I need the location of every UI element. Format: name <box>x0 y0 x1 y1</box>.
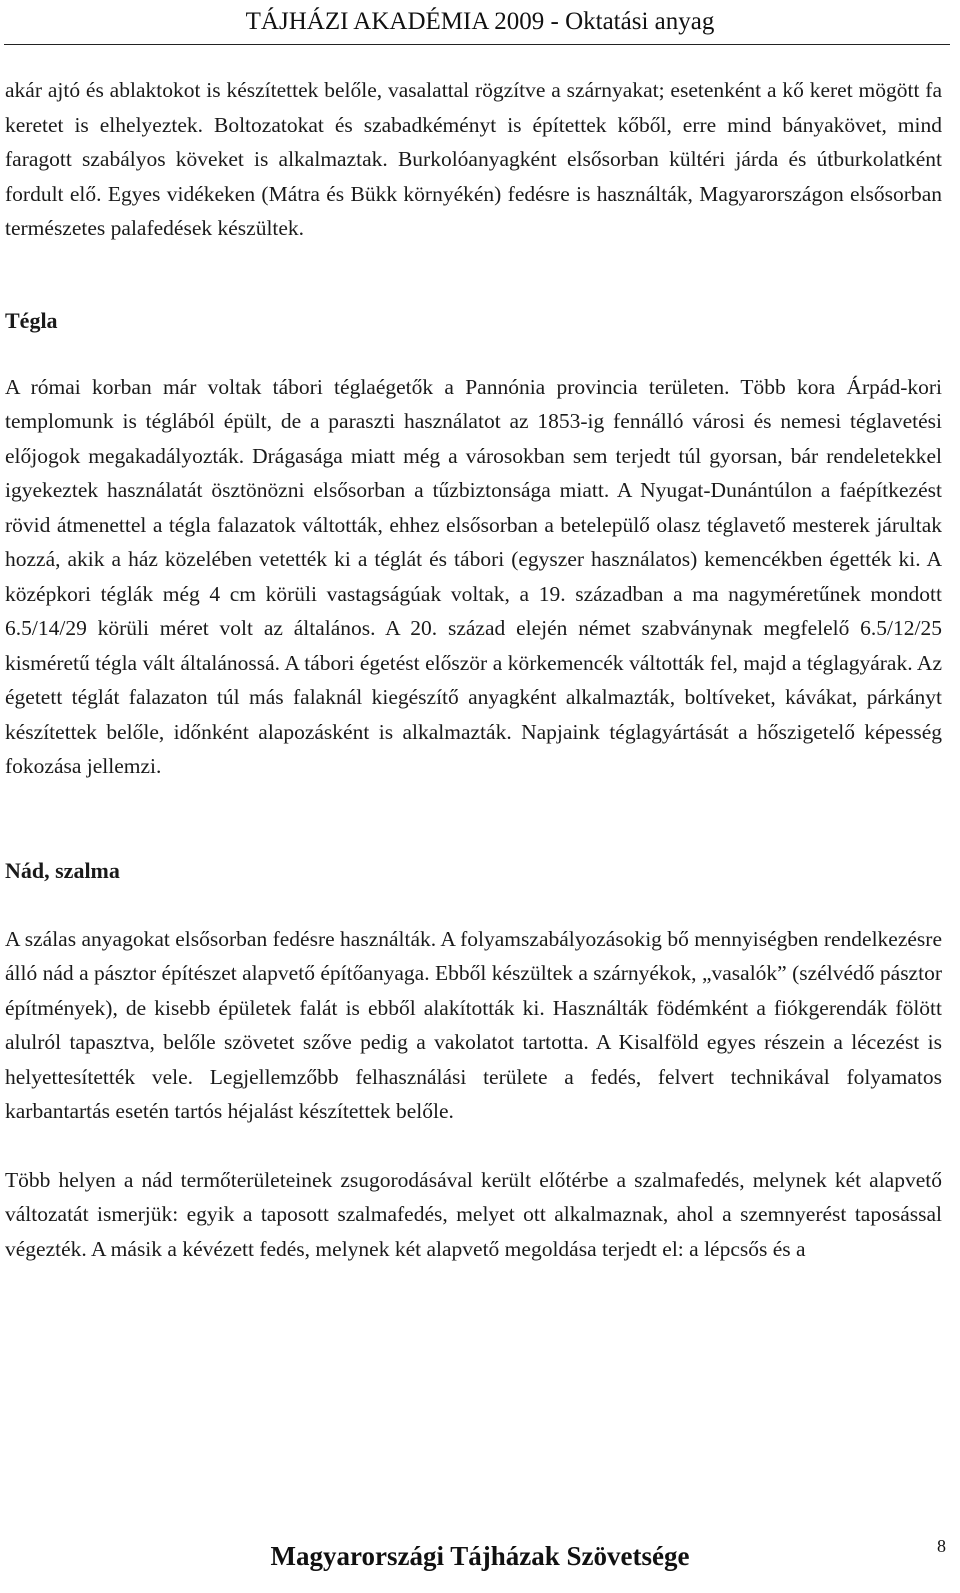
paragraph-tegla: A római korban már voltak tábori téglaégetők a Pannónia provincia területen. Több kora Árpád-kori templomunk is téglából épült, de a paraszti használatot az 1853-ig fennálló városi és nemesi téglavetési előjogok megakadályozták. Drágasága miatt még a városokban sem terjedt túl gyorsan, bár rendeletekkel igyekeztek használatát ösztönözni elsősorban a tűzbiztonsága miatt. A Nyugat-Dunántúlon a faépítkezést rövid átmenettel a tégla falazatok váltották, ehhez elsősorban a betelepülő olasz téglavető mesterek járultak hozzá, akik a ház közelében vetették ki a téglát és tábori (egyszer használatos) kemencékben égették ki. A középkori téglák még 4 cm körüli vastagságúak voltak, a 19. században a ma nagyméretűnek mondott 6.5/14/29 körüli méret volt az általános. A 20. század elején német szabványnak megfelelő 6.5/12/25 kisméretű tégla vált általánossá. A tábori égetést először a körkemencék váltották fel, majd a téglagyárak. Az égetett téglát falazaton túl más falaknál kiegészítő anyagként alkalmazták, boltíveket, kávákat, párkányt készítettek belőle, időnként alapozásként is alkalmazták. Napjaink téglagyártását a hőszigetelő képesség fokozása jellemzi. <box>5 374 942 778</box>
document-body <box>5 73 942 1266</box>
header-divider <box>4 44 950 45</box>
heading-tegla: Tégla <box>5 307 58 333</box>
paragraph-stone-continued: akár ajtó és ablaktokot is készítettek belőle, vasalattal rögzítve a szárnyakat; esetenként a kő keret mögött fa keretet is elhelyeztek. Boltozatokat és szabadkéményt is építettek kőből, erre mind bányakövet, mind faragott szabályos köveket is alkalmaztak. Burkolóanyagként elsősorban kültéri járda és útburkolatként fordult elő. Egyes vidékeken (Mátra és Bükk környékén) fedésre is használták, Magyarországon elsősorban természetes palafedések készültek. <box>5 78 942 240</box>
page-header <box>0 6 960 38</box>
footer-title: Magyarországi Tájházak Szövetsége <box>270 1541 690 1571</box>
paragraph-nad-2: Több helyen a nád termőterületeinek zsugorodásával került előtérbe a szalmafedés, melynek két alapvető változatát ismerjük: egyik a taposott szalmafedés, melyet ott alkalmaznak, ahol a szemnyerést taposással végezték. A másik a kévézett fedés, melynek két alapvető megoldása terjedt el: a lépcsős és a <box>5 1167 942 1261</box>
page-number: 8 <box>937 1536 946 1556</box>
header-title: TÁJHÁZI AKADÉMIA 2009 - Oktatási anyag <box>245 8 715 35</box>
paragraph-nad-1: A szálas anyagokat elsősorban fedésre használták. A folyamszabályozásokig bő mennyiségben rendelkezésre álló nád a pásztor építészet alapvető építőanyaga. Ebből készültek a szárnyékok, „vasalók” (szélvédő pásztor építmények), de kisebb épületek falát is ebből alakították ki. Használták födémként a fiókgerendák fölött alulról tapasztva, belőle szövetet szőve pedig a vakolatot tartotta. A Kisalföld egyes részein a lécezést is helyettesítették vele. Legjellemzőbb felhasználási területe a fedés, felvert technikával folyamatos karbantartás esetén tartós héjalást készítettek belőle. <box>5 926 942 1123</box>
page-footer <box>0 1538 960 1578</box>
heading-nad-szalma: Nád, szalma <box>5 857 120 883</box>
